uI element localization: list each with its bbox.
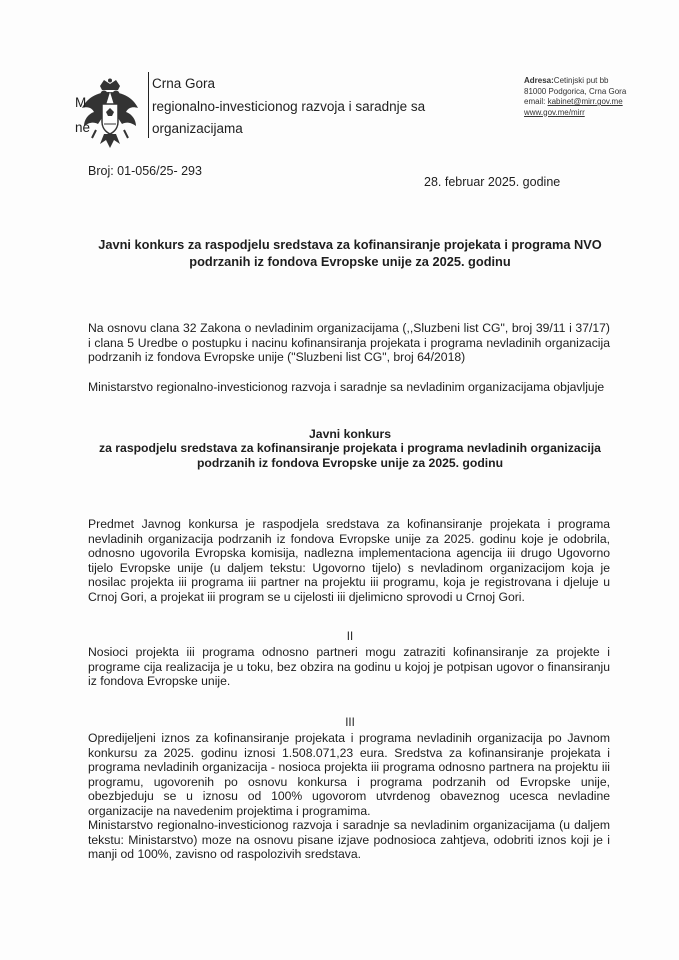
section-3-numeral: III xyxy=(345,717,355,729)
org-line-2: regionalno-investicionog razvoja i saradnje sa xyxy=(152,98,426,114)
email-label: email: xyxy=(524,97,548,106)
section-2-numeral: II xyxy=(346,631,354,643)
reference-number: Broj: 01-056/25- 293 xyxy=(88,164,202,178)
address-block xyxy=(524,76,626,118)
section-2-text: Nosioci projekta iii programa odnosno partneri mogu zatraziti kofinansiranje za projekte i programe cija realizacija je u toku, bez obzira na godinu u kojoj je potpisan ugovor o finansiranju iz fondova Evropske unije. xyxy=(88,645,610,689)
header-divider xyxy=(148,72,149,138)
intro-paragraph: Na osnovu clana 32 Zakona o nevladinim organizacijama (,,Sluzbeni list CG", broj 39/11 i 37/17) i clana 5 Uredbe o postupku i nacinu kofinansiranja projekata i programa nevladinih organizacija podrzanih iz fondova Evropske unije ("Sluzbeni list CG", broj 64/2018) xyxy=(88,321,610,365)
header-fragment-m: M xyxy=(75,95,87,110)
address-label: Adresa: xyxy=(524,76,554,85)
ministry-paragraph: Ministarstvo regionalno-investicionog razvoja i saradnje sa nevladinim organizacijama objavljuje xyxy=(88,380,605,394)
section-3-text-2: Ministarstvo regionalno-investicionog razvoja i saradnje sa nevladinim organizacijama (u daljem tekstu: Ministarstvo) moze na osnovu pisane izjave podnosioca zahtjeva, odobriti iznos koji je i manji od 100%, zavisno od raspolozivih sredstava. xyxy=(88,818,610,862)
document-title: Javni konkurs za raspodjelu sredstava za kofinansiranje projekata i programa NVO podrzanih iz fondova Evropske unije za 2025. godinu xyxy=(98,237,602,269)
konkurs-subheading: za raspodjelu sredstava za kofinansiranje projekata i programa nevladinih organizacija podrzanih iz fondova Evropske unije za 2025. godinu xyxy=(99,441,601,470)
email-link[interactable]: kabinet@mirr.gov.me xyxy=(547,97,623,106)
org-line-1: Crna Gora xyxy=(152,76,216,91)
address-line-2: 81000 Podgorica, Crna Gora xyxy=(524,86,627,96)
website-link[interactable]: www.gov.me/mirr xyxy=(524,107,585,117)
section-1-text: Predmet Javnog konkursa je raspodjela sredstava za kofinansiranje projekata i programa nevladinih organizacija podrzanih iz fondova Evropske unije za 2025. godinu koje je odobrila, odnosno ugovorila Evropska komisija, nadlezna implementaciona agencija iii drugo Ugovorno tijelo Evropske unije (u daljem tekstu: Ugovorno tijelo) s nevladinom organizacijom koja je nosilac projekta iii programa iii partner na projektu iii programu, koja je registrovana i djeluje u Crnoj Gori, a projekat iii program se u cijelosti iii djelimicno sprovodi u Crnoj Gori. xyxy=(88,517,610,604)
coat-of-arms-icon xyxy=(78,78,142,154)
header-fragment-ne: ne xyxy=(75,120,91,135)
ministry-header xyxy=(152,73,425,141)
konkurs-heading: Javni konkurs xyxy=(309,427,391,441)
org-line-3: organizacijama xyxy=(152,121,243,136)
document-date: 28. februar 2025. godine xyxy=(424,175,561,189)
address-line-1: Cetinjski put bb xyxy=(553,76,609,85)
section-3-text: Opredijeljeni iznos za kofinansiranje projekata i programa nevladinih organizacija po Javnom konkursu za 2025. godinu iznosi 1.508.071,23 eura. Sredstva za kofinansiranje projekata i programa nevladinih organizacija - nosioca projekta iii programa odnosno partnera na projektu iii programu, ugovorenih po osnovu konkursa i programa podrzanih od Evropske unije, obezbjeduju se u iznosu od 100% ugovorom utvrdenog obaveznog ucesca nevladine organizacije na navedenim projektima i programima. xyxy=(88,731,610,818)
